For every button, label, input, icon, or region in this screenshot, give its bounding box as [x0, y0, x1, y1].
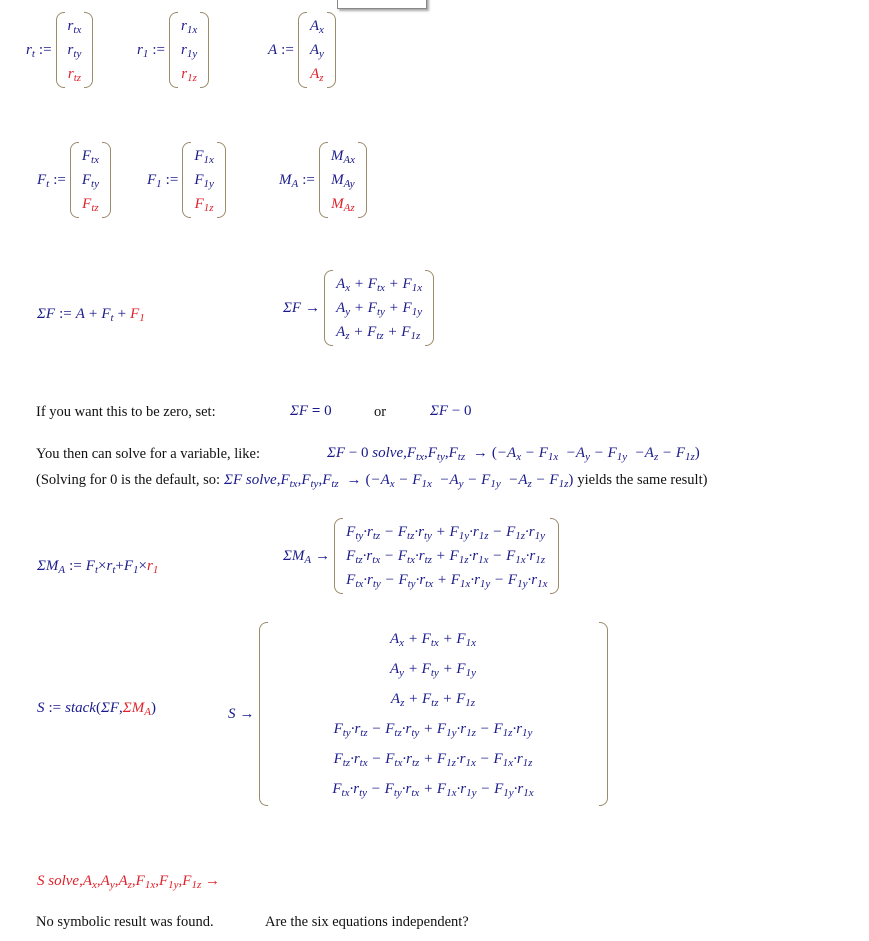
lhs-r-t: $r_t$ — [26, 41, 35, 60]
matrix-r-t: $r_{tx}$ $r_{ty}$ $r_{tz}$ — [56, 12, 94, 88]
tooltip-box — [337, 0, 427, 9]
solve-example[interactable]: ΣF − 0 $solve,F_{tx},F_{ty},F_{tz} \to (-A_x - F_{1x} -A_y - F_{1y} -A_z - F_{1z})$ — [327, 445, 700, 463]
def-sum-F[interactable]: ΣF := $A + F_t + F_1$ — [37, 306, 145, 324]
matrix-A: $A_x$ $A_y$ $A_z$ — [298, 12, 336, 88]
matrix-F-1: $F_{1x}$ $F_{1y}$ $F_{1z}$ — [182, 142, 226, 218]
matrix-sum-M-A: $F_{ty}\cdot r_{tz} - F_{tz}\cdot r_{ty} + F_{1y}\cdot r_{1z} - F_{1z}\cdot r_{1y}$ $F_{tz}\cdot r_{tx} - F_{tx}\cdot r_{tz} + F_{1z}\cdot r_{1x} - F_{1x}\cdot r_{1z}$ $F_{tx}\cdot r_{ty} - F_{ty}\cdot r_{tx} + F_{1x}\cdot r_{1y} - F_{1y}\cdot r_{1x}$ — [334, 518, 559, 594]
solve-instruction: You then can solve for a variable, like: — [36, 446, 261, 462]
def-r-t[interactable]: $r_t$ := $r_{tx}$ $r_{ty}$ $r_{tz}$ — [26, 12, 93, 88]
def-F-t[interactable]: $F_t$ := $F_{tx}$ $F_{ty}$ $F_{tz}$ — [37, 142, 111, 218]
default-note: (Solving for 0 is the default, so: ΣF $solve,F_{tx},F_{ty},F_{tz} \to (-A_x - F_{1x} -A_y - F_{1y} -A_z - F_{1z})$ yields the same result) — [36, 471, 708, 490]
independence-question: Are the six equations independent? — [265, 914, 469, 930]
zero-eq-bold[interactable]: ΣF = 0 — [290, 403, 332, 419]
matrix-r-1: $r_{1x}$ $r_{1y}$ $r_{1z}$ — [169, 12, 209, 88]
def-stack-S[interactable]: S := $stack(\Sigma F,\Sigma M_A)$ — [37, 700, 156, 718]
def-M-A[interactable]: $M_A$ := $M_{Ax}$ $M_{Ay}$ $M_{Az}$ — [279, 142, 367, 218]
def-r-1[interactable]: $r_1$ := $r_{1x}$ $r_{1y}$ $r_{1z}$ — [137, 12, 209, 88]
matrix-M-A: $M_{Ax}$ $M_{Ay}$ $M_{Az}$ — [319, 142, 367, 218]
matrix-stack-S: $A_x + F_{tx} + F_{1x}$ $A_y + F_{ty} + F_{1y}$ $A_z + F_{tz} + F_{1z}$ $F_{ty}\cdot r_{tz} - F_{tz}\cdot r_{ty} + F_{1y}\cdot r_{1z} - F_{1z}\cdot r_{1y}$ $F_{tz}\cdot r_{tx} - F_{tx}\cdot r_{tz} + F_{1z}\cdot r_{1x} - F_{1x}\cdot r_{1z}$ $F_{tx}\cdot r_{ty} - F_{ty}\cdot r_{tx} + F_{1x}\cdot r_{1y} - F_{1y}\cdot r_{1x}$ — [259, 622, 608, 806]
or-label: or — [374, 404, 387, 420]
no-result-message: No symbolic result was found. — [36, 914, 214, 930]
eval-sum-F[interactable]: ΣF → $A_x + F_{tx} + F_{1x}$ $A_y + F_{ty} + F_{1y}$ $A_z + F_{tz} + F_{1z}$ — [283, 270, 434, 346]
eval-sum-M-A[interactable]: $\Sigma M_A$ → $F_{ty}\cdot r_{tz} - F_{tz}\cdot r_{ty} + F_{1y}\cdot r_{1z} - F_{1z}\cdot r_{1y}$ $F_{tz}\cdot r_{tx} - F_{tx}\cdot r_{tz} + F_{1z}\cdot r_{1x} - F_{1x}\cdot r_{1z}$ $F_{tx}\cdot r_{ty} - F_{ty}\cdot r_{tx} + F_{1x}\cdot r_{1y} - F_{1y}\cdot r_{1x}$ — [283, 518, 559, 594]
eval-stack-S[interactable]: S → $A_x + F_{tx} + F_{1x}$ $A_y + F_{ty} + F_{1y}$ $A_z + F_{tz} + F_{1z}$ $F_{ty}\cdot r_{tz} - F_{tz}\cdot r_{ty} + F_{1y}\cdot r_{1z} - F_{1z}\cdot r_{1y}$ $F_{tz}\cdot r_{tx} - F_{tx}\cdot r_{tz} + F_{1z}\cdot r_{1x} - F_{1x}\cdot r_{1z}$ $F_{tx}\cdot r_{ty} - F_{ty}\cdot r_{tx} + F_{1x}\cdot r_{1y} - F_{1y}\cdot r_{1x}$ — [228, 622, 608, 806]
matrix-F-t: $F_{tx}$ $F_{ty}$ $F_{tz}$ — [70, 142, 111, 218]
default-solve-expr[interactable]: ΣF $solve,F_{tx},F_{ty},F_{tz} \to (-A_x - F_{1x} -A_y - F_{1y} -A_z - F_{1z})$ — [224, 471, 574, 490]
zero-instruction: If you want this to be zero, set: — [36, 404, 216, 420]
matrix-sum-F: $A_x + F_{tx} + F_{1x}$ $A_y + F_{ty} + F_{1y}$ $A_z + F_{tz} + F_{1z}$ — [324, 270, 434, 346]
final-solve-expr[interactable]: S $solve,A_x,A_y,A_z,F_{1x},F_{1y},F_{1z}$ → — [37, 873, 220, 891]
zero-eq-minus[interactable]: ΣF − 0 — [430, 403, 472, 419]
def-A[interactable]: A := $A_x$ $A_y$ $A_z$ — [268, 12, 336, 88]
def-F-1[interactable]: $F_1$ := $F_{1x}$ $F_{1y}$ $F_{1z}$ — [147, 142, 226, 218]
def-sum-M-A[interactable]: $\Sigma M_A$ := $F_t\times r_t+F_1\times r_1$ — [37, 558, 159, 576]
